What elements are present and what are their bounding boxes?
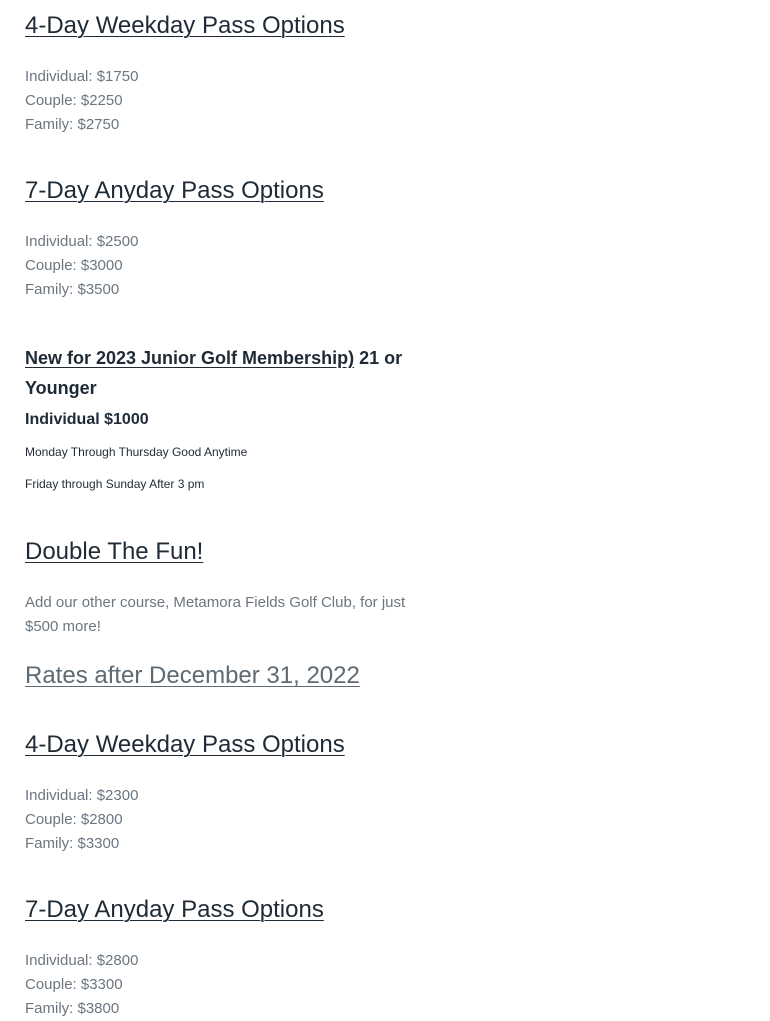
anyday-pass-heading-2023: 7-Day Anyday Pass Options [25, 896, 324, 923]
junior-price: Individual $1000 [25, 411, 149, 428]
junior-weekday-note: Monday Through Thursday Good Anytime [25, 445, 248, 459]
price-family: Family: $3800 [25, 1000, 120, 1017]
double-fun-heading: Double The Fun! [25, 538, 204, 565]
anyday-pass-heading: 7-Day Anyday Pass Options [25, 177, 324, 204]
rates-after-heading: Rates after December 31, 2022 [25, 662, 360, 689]
weekday-pass-prices [25, 65, 138, 137]
junior-weekend-note: Friday through Sunday After 3 pm [25, 477, 205, 491]
weekday-pass-heading-2023: 4-Day Weekday Pass Options [25, 731, 345, 758]
price-individual: Individual: $2300 [25, 787, 139, 804]
anyday-pass-prices-2023 [25, 949, 138, 1021]
price-couple: Couple: $3000 [25, 257, 123, 274]
price-couple: Couple: $2250 [25, 92, 123, 109]
junior-membership-link[interactable]: New for 2023 Junior Golf Membership) [25, 348, 355, 368]
price-couple: Couple: $3300 [25, 976, 123, 993]
price-family: Family: $3500 [25, 281, 120, 298]
junior-membership-heading [25, 343, 445, 403]
anyday-pass-prices [25, 230, 138, 302]
price-individual: Individual: $2800 [25, 952, 139, 969]
price-individual: Individual: $2500 [25, 233, 139, 250]
weekday-pass-heading: 4-Day Weekday Pass Options [25, 12, 345, 39]
price-family: Family: $3300 [25, 835, 120, 852]
junior-age-label: 21 or Younger [25, 348, 403, 398]
double-fun-text: Add our other course, Metamora Fields Golf Club, for just $500 more! [25, 594, 406, 635]
price-individual: Individual: $1750 [25, 68, 139, 85]
weekday-pass-prices-2023 [25, 784, 138, 856]
price-family: Family: $2750 [25, 116, 120, 133]
price-couple: Couple: $2800 [25, 811, 123, 828]
